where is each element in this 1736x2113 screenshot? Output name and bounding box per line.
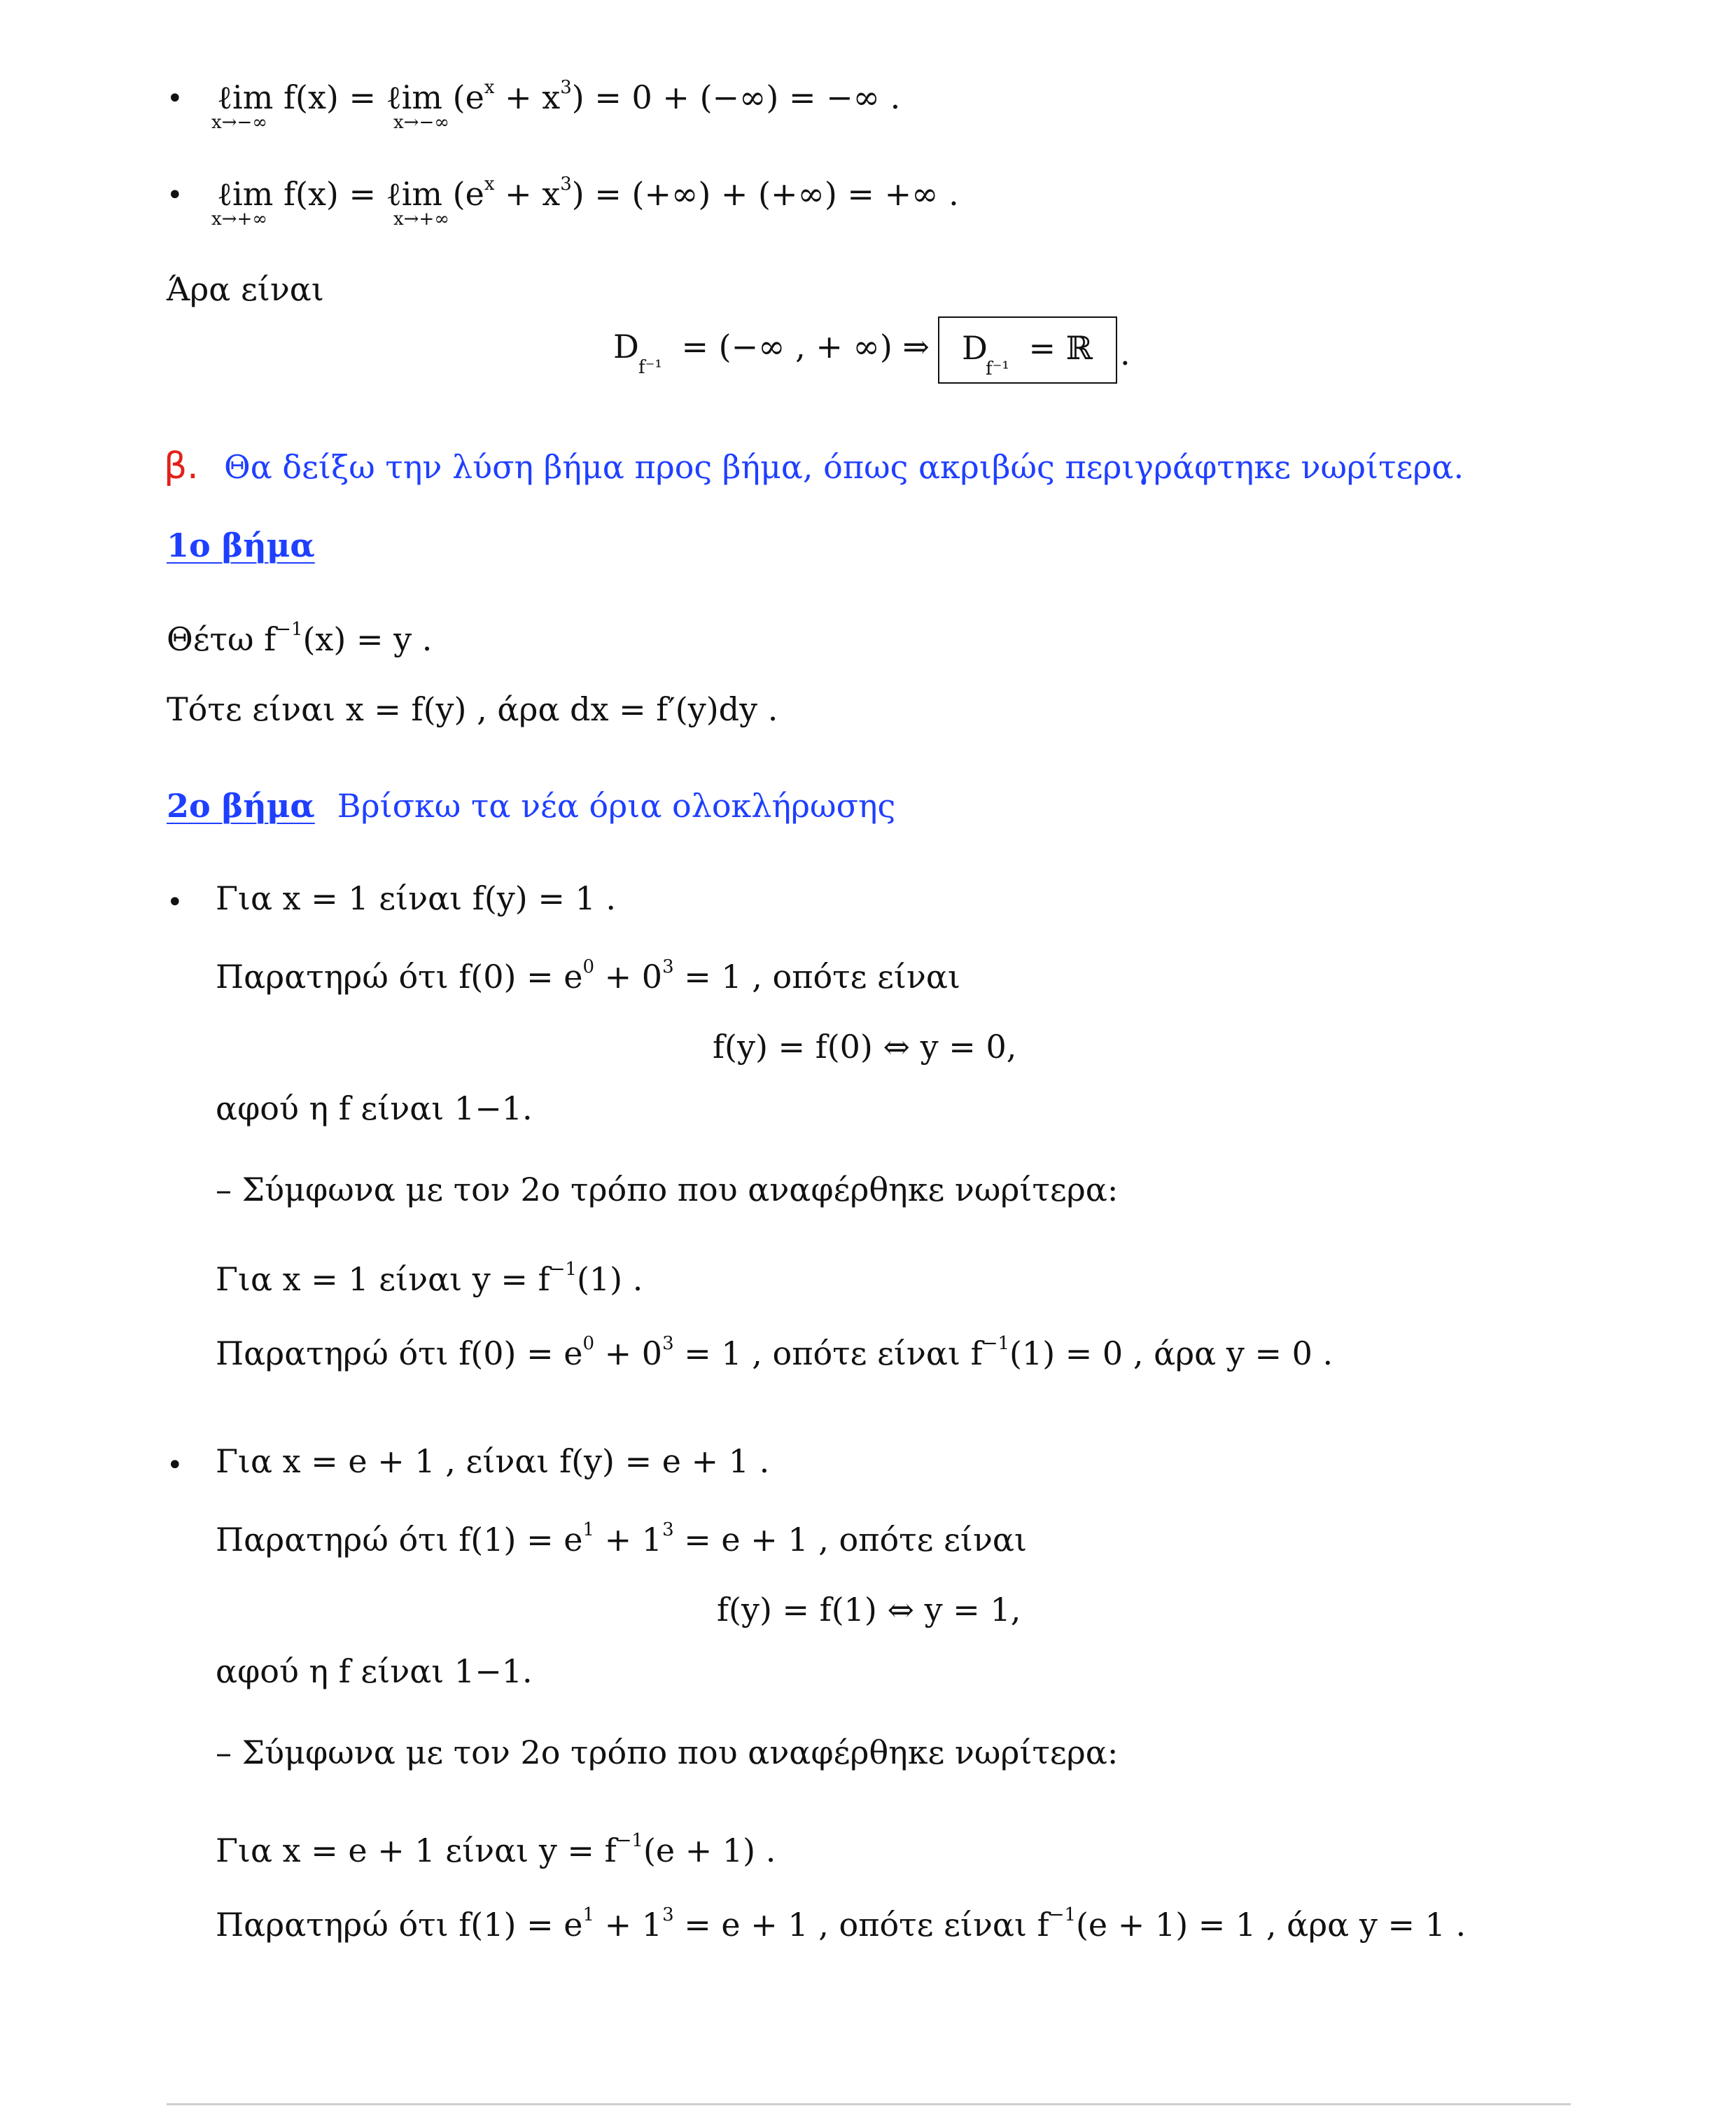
- limit-subscript: x→+∞: [393, 209, 449, 230]
- lim-expr: (e: [442, 78, 484, 116]
- domain-subscript: f⁻¹: [638, 357, 662, 378]
- text-segment: + 1: [594, 1521, 663, 1558]
- case1-second-way: – Σύμφωνα με τον 2ο τρόπο που αναφέρθηκε νωρίτερα:: [216, 1171, 1119, 1208]
- exponent: 3: [560, 77, 572, 98]
- part-b-letter: β.: [164, 445, 199, 487]
- case1-observation: [216, 956, 960, 996]
- lim-expr: ) = 0 + (−∞) = −∞ .: [571, 78, 901, 116]
- bullet: •: [167, 179, 183, 211]
- exponent: 3: [662, 1333, 674, 1354]
- case1-gia: [216, 1259, 643, 1298]
- text-segment: + 1: [594, 1906, 663, 1944]
- case1-bullet-line: Για x = 1 είναι f(y) = 1 .: [216, 879, 617, 917]
- text-ara-einai: Άρα είναι: [167, 270, 324, 308]
- exponent: −1: [982, 1333, 1009, 1354]
- lim-word: ℓim: [217, 175, 274, 213]
- exponent: x: [484, 174, 495, 195]
- case1-afou: αφού η f είναι 1−1.: [216, 1089, 533, 1127]
- bullet: •: [167, 886, 183, 919]
- exponent: 1: [582, 1519, 595, 1540]
- boxed-result: [938, 316, 1117, 384]
- domain-interval: = (−∞ , + ∞) ⇒: [671, 328, 930, 365]
- domain-real-set: = ℝ: [1018, 329, 1093, 367]
- case2-bullet-line: Για x = e + 1 , είναι f(y) = e + 1 .: [216, 1442, 770, 1480]
- case2-second-way: – Σύμφωνα με τον 2ο τρόπο που αναφέρθηκε νωρίτερα:: [216, 1734, 1119, 1771]
- lim-left: f(x) =: [273, 175, 386, 213]
- text-segment: (1) = 0 , άρα y = 0 .: [1009, 1334, 1334, 1372]
- lim-expr: + x: [494, 175, 561, 213]
- lim-word: ℓim: [386, 78, 443, 116]
- step2-heading: 2ο βήμα: [167, 787, 315, 825]
- case2-observation: [216, 1521, 1027, 1556]
- domain-symbol: D: [613, 328, 639, 365]
- lim-word: ℓim: [386, 175, 443, 213]
- text-segment: = 1 , οπότε είναι f: [673, 1334, 983, 1372]
- part-b-text: Θα δείξω την λύση βήμα προς βήμα, όπως ακριβώς περιγράφτηκε νωρίτερα.: [224, 448, 1464, 486]
- case1-observation-2: [216, 1333, 1334, 1372]
- domain-subscript: f⁻¹: [986, 358, 1009, 379]
- exponent: 3: [662, 1904, 674, 1925]
- text-segment: Για x = 1 είναι y = f: [216, 1260, 550, 1298]
- step2-heading-row: [167, 787, 896, 825]
- text-segment: (x) = y .: [302, 620, 433, 658]
- text-segment: = e + 1 , οπότε είναι f: [673, 1906, 1049, 1944]
- exponent: 3: [560, 174, 572, 195]
- case2-observation-2: [216, 1904, 1466, 1944]
- text-segment: Παρατηρώ ότι f(0) = e: [216, 1334, 583, 1372]
- part-b-label: [164, 445, 199, 487]
- exponent: 0: [582, 1333, 595, 1354]
- lim-expr: + x: [494, 78, 561, 116]
- text-segment: (e + 1) .: [643, 1832, 776, 1869]
- bullet: •: [167, 83, 183, 115]
- limit-line-2: [217, 174, 959, 213]
- period: .: [1120, 335, 1130, 372]
- lim-left: f(x) =: [273, 78, 386, 116]
- exponent: 1: [582, 1904, 595, 1925]
- text-segment: = e + 1 , οπότε είναι: [673, 1521, 1028, 1558]
- step1-line-1: [167, 619, 433, 658]
- exponent: −1: [276, 619, 303, 640]
- footer-divider: [167, 2103, 1571, 2105]
- exponent: −1: [550, 1259, 577, 1280]
- text-segment: = 1 , οπότε είναι: [673, 958, 960, 996]
- text-segment: Παρατηρώ ότι f(1) = e: [216, 1906, 583, 1944]
- text-segment: + 0: [594, 958, 663, 996]
- text-segment: Για x = e + 1 είναι y = f: [216, 1832, 617, 1869]
- text-segment: (1) .: [576, 1260, 643, 1298]
- lim-word: ℓim: [217, 78, 274, 116]
- limit-line-1: [217, 77, 901, 116]
- text-segment: Παρατηρώ ότι f(1) = e: [216, 1521, 583, 1558]
- case2-gia: [216, 1832, 776, 1867]
- step1-line-2: Τότε είναι x = f(y) , άρα dx = f′(y)dy .: [167, 690, 778, 728]
- exponent: 0: [582, 956, 595, 977]
- exponent: 3: [662, 1519, 674, 1540]
- domain-symbol: D: [962, 329, 988, 367]
- limit-subscript: x→+∞: [211, 209, 267, 230]
- case1-centered-equation: f(y) = f(0) ⇔ y = 0,: [713, 1028, 1017, 1066]
- exponent: x: [484, 77, 495, 98]
- step1-heading: 1ο βήμα: [167, 526, 315, 564]
- limit-subscript: x→−∞: [211, 112, 267, 133]
- lim-expr: (e: [442, 175, 484, 213]
- step2-subtitle: Βρίσκω τα νέα όρια ολοκλήρωσης: [337, 787, 896, 825]
- text-segment: + 0: [594, 1334, 663, 1372]
- case2-centered-equation: f(y) = f(1) ⇔ y = 1,: [717, 1591, 1021, 1629]
- exponent: −1: [616, 1830, 643, 1851]
- text-segment: Παρατηρώ ότι f(0) = e: [216, 958, 583, 996]
- exponent: 3: [662, 956, 674, 977]
- limit-subscript: x→−∞: [393, 112, 449, 133]
- boxed-equation: [962, 329, 1093, 367]
- text-segment: (e + 1) = 1 , άρα y = 1 .: [1075, 1906, 1466, 1944]
- exponent: −1: [1049, 1904, 1076, 1925]
- case2-afou: αφού η f είναι 1−1.: [216, 1652, 533, 1690]
- bullet: •: [167, 1449, 183, 1481]
- text-segment: Θέτω f: [167, 620, 276, 658]
- lim-expr: ) = (+∞) + (+∞) = +∞ .: [571, 175, 959, 213]
